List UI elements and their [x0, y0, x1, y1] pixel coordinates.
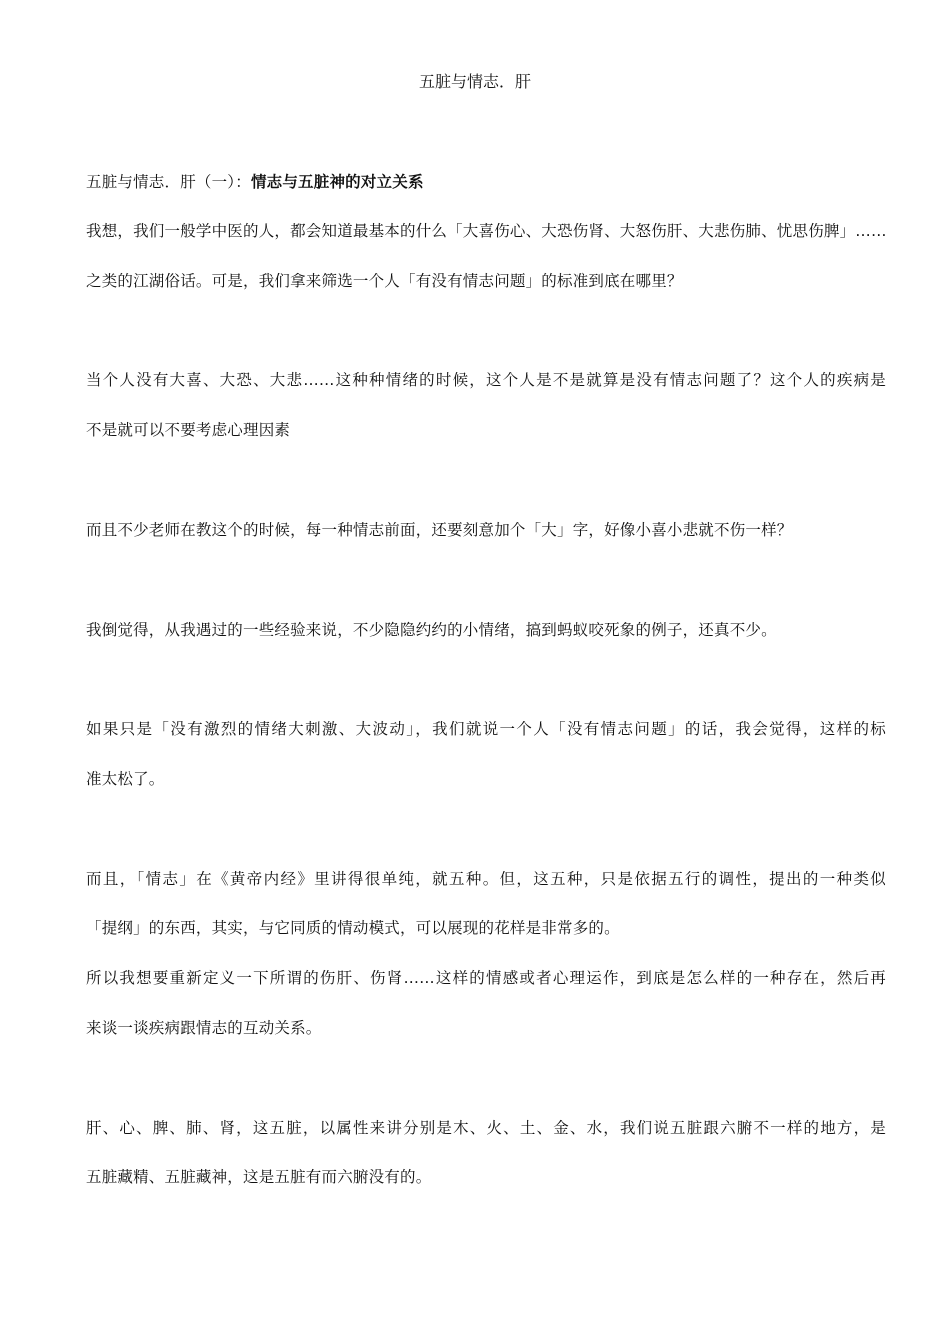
- paragraph-line: 我倒觉得，从我遇过的一些经验来说，不少隐隐约约的小情绪，搞到蚂蚁咬死象的例子，还真不少。: [86, 621, 777, 639]
- paragraph-line: 之类的江湖俗话。可是，我们拿来筛选一个人「有没有情志问题」的标准到底在哪里？: [86, 272, 683, 290]
- paragraph-line: 准太松了。: [86, 770, 165, 788]
- paragraph-line: 「提纲」的东西，其实，与它同质的情动模式，可以展现的花样是非常多的。: [86, 919, 620, 937]
- paragraph-line: 肝、心、脾、肺、肾，这五脏，以属性来讲分别是木、火、土、金、水，我们说五脏跟六腑不一样的地方，是: [86, 1119, 886, 1137]
- paragraph-line: 如果只是「没有激烈的情绪大刺激、大波动」，我们就说一个人「没有情志问题」的话，我会觉得，这样的标: [86, 720, 886, 738]
- paragraph-line: 我想，我们一般学中医的人，都会知道最基本的什么「大喜伤心、大恐伤肾、大怒伤肝、大悲伤肺、忧思伤脾」……: [86, 222, 887, 240]
- document-title: 五脏与情志．肝: [418, 72, 531, 91]
- paragraph-line: 所以我想要重新定义一下所谓的伤肝、伤肾……这样的情感或者心理运作，到底是怎么样的一种存在，然后再: [86, 969, 886, 987]
- section-heading: [86, 170, 886, 194]
- section-heading-prefix: 五脏与情志．肝（一）：: [86, 173, 251, 191]
- paragraph-line: 当个人没有大喜、大恐、大悲……这种种情绪的时候，这个人是不是就算是没有情志问题了？这个人的疾病是: [86, 371, 886, 389]
- paragraph-line: 不是就可以不要考虑心理因素: [86, 421, 291, 439]
- paragraph-line: 而且不少老师在教这个的时候，每一种情志前面，还要刻意加个「大」字，好像小喜小悲就不伤一样？: [86, 521, 793, 539]
- section-heading-bold: 情志与五脏神的对立关系: [250, 173, 424, 191]
- paragraph-line: 五脏藏精、五脏藏神，这是五脏有而六腑没有的。: [86, 1168, 432, 1186]
- paragraph-line: 来谈一谈疾病跟情志的互动关系。: [86, 1019, 322, 1037]
- paragraph-line: 而且，「情志」在《黄帝内经》里讲得很单纯，就五种。但，这五种，只是依据五行的调性，提出的一种类似: [86, 870, 886, 888]
